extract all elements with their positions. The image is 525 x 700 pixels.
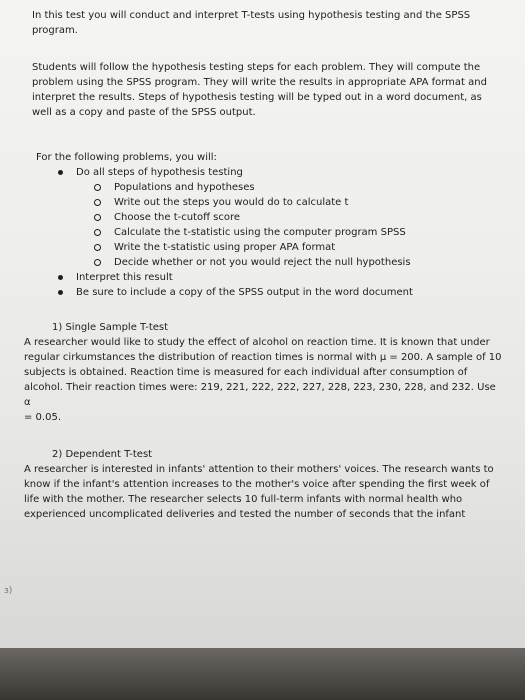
bullet-circle-icon — [94, 214, 101, 221]
document-content — [24, 8, 504, 522]
subtask-label: Decide whether or not you would reject the null hypothesis — [114, 257, 411, 268]
bullet-dot-icon — [58, 275, 63, 280]
subtask-label: Write the t-statistic using proper APA format — [114, 242, 336, 253]
subtask-item — [24, 255, 504, 270]
subtask-list — [24, 180, 504, 270]
subtask-label: Populations and hypotheses — [114, 182, 255, 193]
subtask-label: Write out the steps you would do to calculate t — [114, 197, 349, 208]
subtask-item — [24, 225, 504, 240]
subtask-label: Choose the t-cutoff score — [114, 212, 241, 223]
task-item — [24, 165, 504, 180]
bullet-circle-icon — [94, 259, 101, 266]
problem-title: 2) Dependent T-test — [52, 449, 153, 460]
lead-in-text: For the following problems, you will: — [36, 152, 217, 163]
problem-title: 1) Single Sample T-test — [52, 322, 169, 333]
task-list — [24, 165, 504, 180]
task-label: Be sure to include a copy of the SPSS output in the word document — [76, 287, 413, 298]
bullet-circle-icon — [94, 184, 101, 191]
bullet-dot-icon — [58, 170, 63, 175]
task-list-continued — [24, 270, 504, 300]
monitor-bezel — [0, 648, 525, 700]
problem-body: A researcher would like to study the effect of alcohol on reaction time. It is known that under regular cirkumstances the distribution of reaction times is normal with μ = 200. A sample of 10 subjects is obtained. Reaction time is measured for each individual after consumption of alcohol. Their reaction times were: 219, 221, 222, 222, 227, 228, 223, 230, 228, and 232. Use α — [24, 337, 502, 408]
subtask-item — [24, 195, 504, 210]
problem-2 — [24, 447, 504, 522]
task-item — [24, 270, 504, 285]
task-item — [24, 285, 504, 300]
edge-glyph: ɜ) — [4, 586, 13, 596]
subtask-item — [24, 210, 504, 225]
task-label: Interpret this result — [76, 272, 173, 283]
problem-body-continued: = 0.05. — [24, 412, 62, 423]
intro-paragraph: In this test you will conduct and interpret T-tests using hypothesis testing and the SPSS program. — [32, 10, 471, 36]
subtask-item — [24, 180, 504, 195]
bullet-dot-icon — [58, 290, 63, 295]
instructions-paragraph: Students will follow the hypothesis testing steps for each problem. They will compute the problem using the SPSS program. They will write the results in appropriate APA format and interpret the results. Steps of hypothesis testing will be typed out in a word document, as well as a copy and paste of the SPSS output. — [32, 62, 487, 118]
bullet-circle-icon — [94, 199, 101, 206]
bullet-circle-icon — [94, 229, 101, 236]
task-label: Do all steps of hypothesis testing — [76, 167, 243, 178]
problem-1 — [24, 320, 504, 425]
subtask-item — [24, 240, 504, 255]
problem-body: A researcher is interested in infants' attention to their mothers' voices. The research wants to know if the infant's attention increases to the mother's voice after spending the first week of life with the mother. The researcher selects 10 full-term infants with normal health who experienced uncomplicated deliveries and tested the number of seconds that the infant — [24, 464, 494, 520]
bullet-circle-icon — [94, 244, 101, 251]
subtask-label: Calculate the t-statistic using the computer program SPSS — [114, 227, 406, 238]
